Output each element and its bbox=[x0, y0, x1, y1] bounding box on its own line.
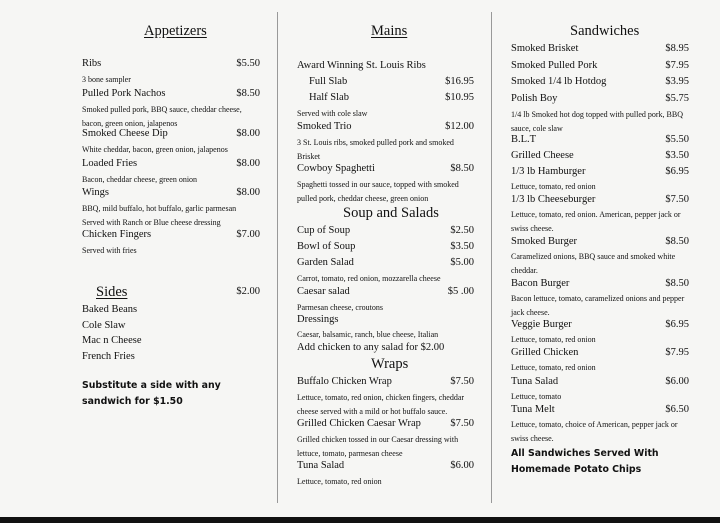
item-price: $7.50 bbox=[450, 418, 474, 429]
item-name: Garden Salad bbox=[297, 257, 354, 268]
item-price: $3.95 bbox=[665, 76, 689, 87]
appetizers-heading: Appetizers bbox=[144, 23, 207, 39]
column-divider-right bbox=[491, 12, 492, 503]
item-price: $8.50 bbox=[665, 278, 689, 289]
sides-heading: Sides bbox=[96, 284, 128, 300]
item-name: Cup of Soup bbox=[297, 225, 351, 236]
item-description: Smoked pulled pork, BBQ sauce, cheddar cheese, bacon, green onion, jalapenos bbox=[82, 105, 242, 128]
item-description: Lettuce, tomato, red onion bbox=[511, 335, 596, 344]
item-name: Smoked Cheese Dip bbox=[82, 128, 168, 139]
menu-item-smoked-brisket bbox=[511, 43, 689, 59]
item-description: Served with cole slaw bbox=[297, 109, 368, 118]
menu-item-blt bbox=[511, 134, 689, 150]
item-name: Buffalo Chicken Wrap bbox=[297, 376, 392, 387]
right-column bbox=[511, 0, 689, 523]
item-price: $3.50 bbox=[450, 241, 474, 252]
item-price: $8.95 bbox=[665, 43, 689, 54]
item-description: Carrot, tomato, red onion, mozzarella cheese bbox=[297, 274, 441, 283]
item-name: Wings bbox=[82, 187, 109, 198]
item-description: Spaghetti tossed in our sauce, topped with smoked pulled pork, cheddar cheese, green onion bbox=[297, 180, 459, 203]
item-name: 1/3 lb Hamburger bbox=[511, 166, 586, 177]
menu-item-smoked-trio bbox=[297, 121, 474, 137]
item-price: $8.50 bbox=[450, 163, 474, 174]
item-description: Bacon lettuce, tomato, caramelized onions and pepper jack cheese. bbox=[511, 294, 685, 317]
item-name: Tuna Melt bbox=[511, 404, 555, 415]
menu-item-bowl-of-soup bbox=[297, 241, 474, 257]
item-price: $7.50 bbox=[665, 194, 689, 205]
item-price: $8.00 bbox=[236, 187, 260, 198]
item-price: $6.50 bbox=[665, 404, 689, 415]
item-name: Grilled Chicken Caesar Wrap bbox=[297, 418, 421, 429]
item-description: Lettuce, tomato, red onion bbox=[511, 363, 596, 372]
side-item: Mac n Cheese bbox=[82, 335, 142, 346]
bottom-edge-bar bbox=[0, 517, 720, 523]
item-price: $5.50 bbox=[665, 134, 689, 145]
menu-item-smoked-hotdog bbox=[511, 76, 689, 92]
menu-item-full-slab bbox=[297, 76, 474, 92]
item-name: Tuna Salad bbox=[511, 376, 559, 387]
item-description: Caramelized onions, BBQ sauce and smoked white cheddar. bbox=[511, 252, 676, 275]
item-name: B.L.T bbox=[511, 134, 537, 145]
item-description: Lettuce, tomato, red onion bbox=[297, 477, 382, 486]
item-name: Half Slab bbox=[309, 92, 349, 103]
item-name: Add chicken to any salad for $2.00 bbox=[297, 342, 445, 353]
item-price: $5.75 bbox=[665, 93, 689, 104]
item-price: $8.00 bbox=[236, 158, 260, 169]
menu-item-chicken-fingers bbox=[82, 229, 260, 245]
middle-column bbox=[297, 0, 474, 523]
item-price: $5 .00 bbox=[447, 286, 474, 297]
item-name: Smoked Pulled Pork bbox=[511, 60, 598, 71]
item-description: Parmesan cheese, croutons bbox=[297, 303, 383, 312]
mains-heading: Mains bbox=[371, 23, 408, 39]
item-price: $6.00 bbox=[665, 376, 689, 387]
item-price: $6.00 bbox=[450, 460, 474, 471]
menu-item-caesar-salad bbox=[297, 286, 474, 302]
menu-item-smoked-cheese-dip bbox=[82, 128, 260, 144]
menu-item-cowboy-spaghetti bbox=[297, 163, 474, 179]
item-price: $8.50 bbox=[236, 88, 260, 99]
item-name: Veggie Burger bbox=[511, 319, 572, 330]
item-price: $16.95 bbox=[445, 76, 474, 87]
menu-item-wings bbox=[82, 187, 260, 203]
item-description: Lettuce, tomato, red onion, chicken fingers, cheddar cheese served with a mild or hot buffalo sauce. bbox=[297, 393, 465, 416]
item-name: Smoked Brisket bbox=[511, 43, 579, 54]
side-item: Cole Slaw bbox=[82, 320, 126, 331]
item-name: Polish Boy bbox=[511, 93, 558, 104]
item-price: $7.95 bbox=[665, 347, 689, 358]
item-price: $5.00 bbox=[450, 257, 474, 268]
item-name: Award Winning St. Louis Ribs bbox=[297, 60, 426, 71]
side-item: Baked Beans bbox=[82, 304, 138, 315]
item-price: $10.95 bbox=[445, 92, 474, 103]
menu-item-garden-salad bbox=[297, 257, 474, 273]
menu-item-loaded-fries bbox=[82, 158, 260, 174]
item-price: $6.95 bbox=[665, 166, 689, 177]
item-price: $6.95 bbox=[665, 319, 689, 330]
item-name: Loaded Fries bbox=[82, 158, 138, 169]
item-price: $7.00 bbox=[236, 229, 260, 240]
menu-item-smoked-pulled-pork bbox=[511, 60, 689, 76]
sides-price-row bbox=[82, 286, 260, 302]
side-item: French Fries bbox=[82, 351, 135, 362]
item-description: 3 St. Louis ribs, smoked pulled pork and smoked Brisket bbox=[297, 138, 454, 161]
item-name: Cowboy Spaghetti bbox=[297, 163, 375, 174]
sandwiches-heading: Sandwiches bbox=[570, 23, 640, 39]
item-name: Grilled Cheese bbox=[511, 150, 574, 161]
sides-substitute-note: Substitute a side with any sandwich for $1.50 bbox=[82, 380, 221, 407]
item-description: Bacon, cheddar cheese, green onion bbox=[82, 175, 198, 184]
item-name: Bacon Burger bbox=[511, 278, 570, 289]
item-description: 1/4 lb Smoked hot dog topped with pulled pork, BBQ sauce, cole slaw bbox=[511, 110, 683, 133]
item-name: Full Slab bbox=[309, 76, 348, 87]
menu-item-grilled-cheese bbox=[511, 150, 689, 166]
item-description: Lettuce, tomato, red onion. American, pepper jack or swiss cheese. bbox=[511, 210, 681, 233]
wraps-heading: Wraps bbox=[371, 356, 409, 372]
item-name: Chicken Fingers bbox=[82, 229, 152, 240]
item-name: Smoked Trio bbox=[297, 121, 352, 132]
item-description: BBQ, mild buffalo, hot buffalo, garlic parmesan Served with Ranch or Blue cheese dressing bbox=[82, 204, 237, 227]
item-price: $7.95 bbox=[665, 60, 689, 71]
menu-item-pulled-pork-nachos bbox=[82, 88, 260, 104]
menu-item-grilled-chicken-caesar-wrap bbox=[297, 418, 474, 434]
item-name: Pulled Pork Nachos bbox=[82, 88, 166, 99]
column-divider-left bbox=[277, 12, 278, 503]
item-name: Dressings bbox=[297, 314, 339, 325]
item-description: 3 bone sampler bbox=[82, 75, 131, 84]
item-price: $8.50 bbox=[665, 236, 689, 247]
menu-item-polish-boy bbox=[511, 93, 689, 109]
menu-item-tuna-salad-wrap bbox=[297, 460, 474, 476]
menu-item-buffalo-chicken-wrap bbox=[297, 376, 474, 392]
item-name: Smoked Burger bbox=[511, 236, 578, 247]
item-description: Caesar, balsamic, ranch, blue cheese, Italian bbox=[297, 330, 439, 339]
item-name: Tuna Salad bbox=[297, 460, 345, 471]
item-name: Ribs bbox=[82, 58, 102, 69]
item-name: Smoked 1/4 lb Hotdog bbox=[511, 76, 607, 87]
item-description: Lettuce, tomato, red onion bbox=[511, 182, 596, 191]
item-price: $8.00 bbox=[236, 128, 260, 139]
item-name: Bowl of Soup bbox=[297, 241, 356, 252]
item-description: Grilled chicken tossed in our Caesar dressing with lettuce, tomato, parmesan cheese bbox=[297, 435, 459, 458]
sandwiches-chips-note: All Sandwiches Served With Homemade Potato Chips bbox=[511, 448, 659, 475]
item-description: Lettuce, tomato bbox=[511, 392, 562, 401]
item-price: $12.00 bbox=[445, 121, 474, 132]
item-price: $3.50 bbox=[665, 150, 689, 161]
soups-heading: Soup and Salads bbox=[343, 205, 439, 221]
item-price: $2.50 bbox=[450, 225, 474, 236]
left-column bbox=[82, 0, 260, 523]
menu-item-ribs bbox=[82, 58, 260, 74]
item-description: Served with fries bbox=[82, 246, 137, 255]
item-name: 1/3 lb Cheeseburger bbox=[511, 194, 596, 205]
item-description: Lettuce, tomato, choice of American, pepper jack or swiss cheese. bbox=[511, 420, 678, 443]
item-price: $5.50 bbox=[236, 58, 260, 69]
item-name: Grilled Chicken bbox=[511, 347, 579, 358]
menu-item-award-winning-ribs bbox=[297, 60, 474, 76]
menu-item-cup-of-soup bbox=[297, 225, 474, 241]
menu-item-half-slab bbox=[297, 92, 474, 108]
item-price: $7.50 bbox=[450, 376, 474, 387]
item-name: Caesar salad bbox=[297, 286, 350, 297]
item-description: White cheddar, bacon, green onion, jalapenos bbox=[82, 145, 228, 154]
sides-price: $2.00 bbox=[236, 286, 260, 297]
